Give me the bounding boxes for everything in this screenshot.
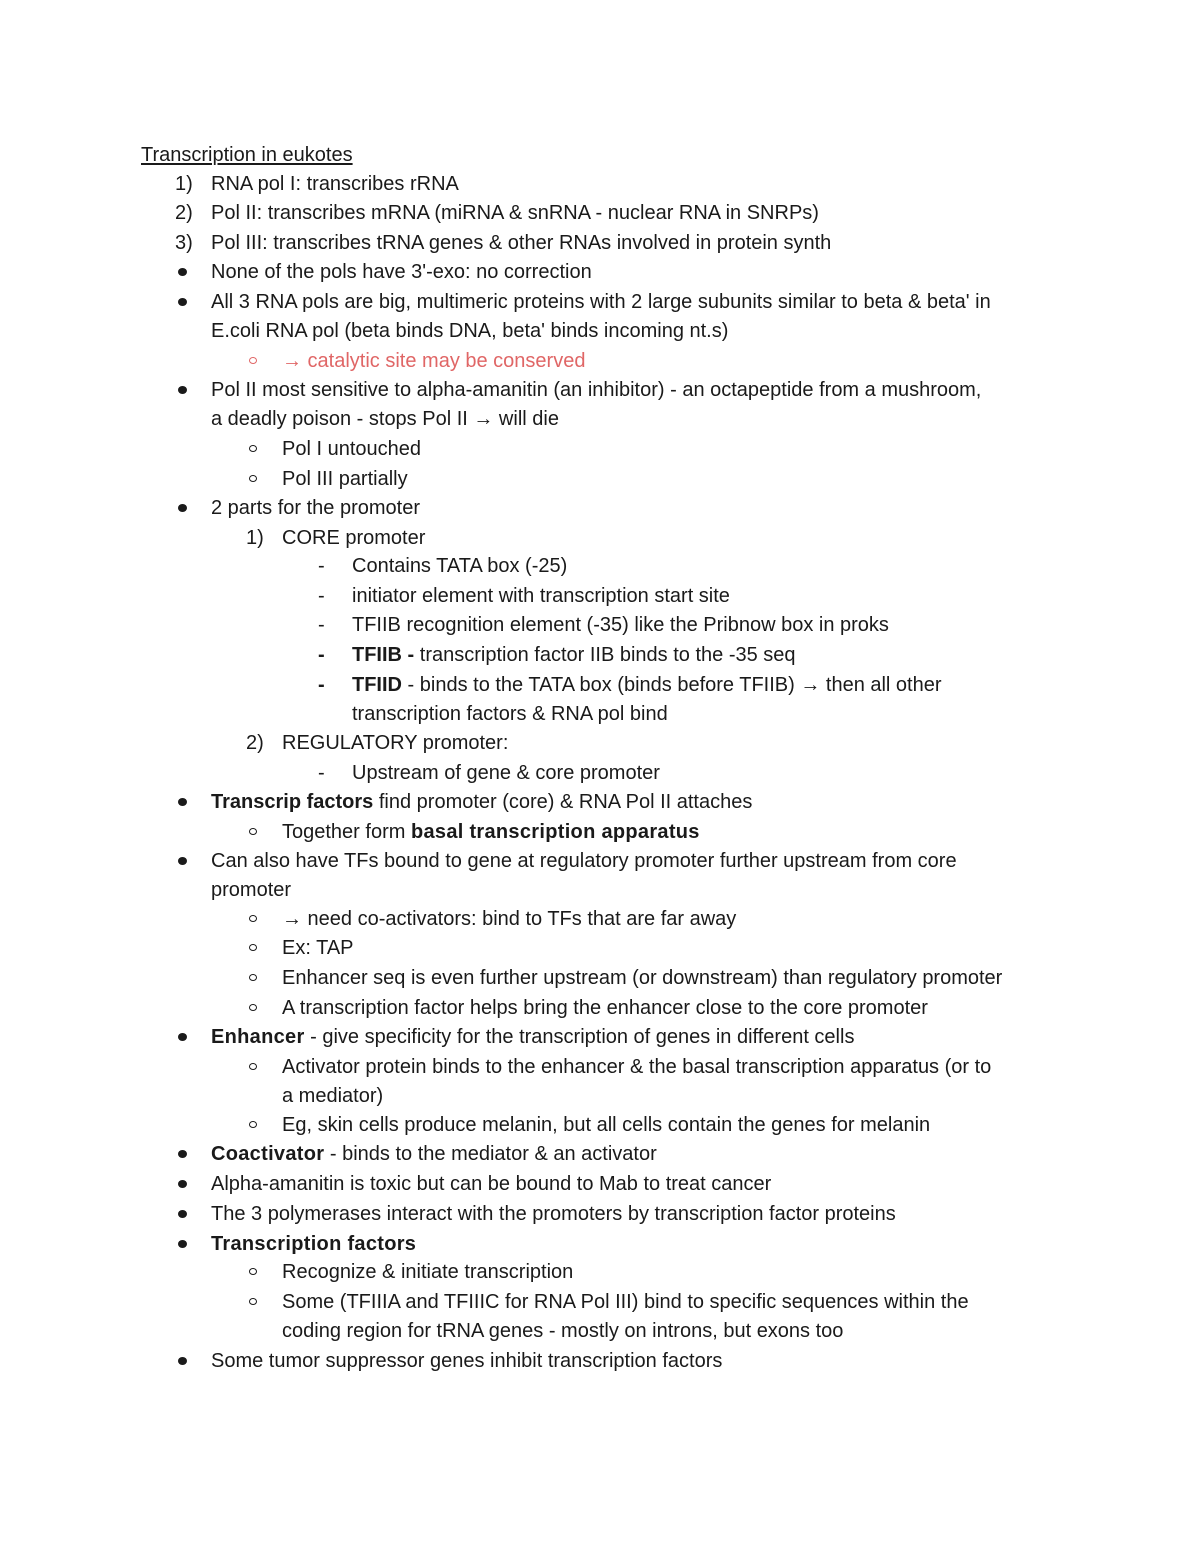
list-item: Pol III: transcribes tRNA genes & other RNAs involved in protein synth (211, 232, 832, 254)
term-bold: Enhancer (211, 1026, 305, 1048)
term-bold: Transcription factors (211, 1233, 417, 1255)
sub-sub-item (352, 671, 942, 701)
term-bold: Transcrip factors (211, 791, 374, 813)
sub-item: Some (TFIIIA and TFIIIC for RNA Pol III) bind to specific sequences within the (282, 1291, 969, 1313)
bullet-icon (178, 298, 187, 306)
list-item: RNA pol I: transcribes rRNA (211, 173, 459, 195)
bullet-icon (178, 1180, 187, 1188)
list-item-continuation: a deadly poison - stops Pol II → will die (211, 408, 559, 430)
list-item: The 3 polymerases interact with the promoters by transcription factor proteins (211, 1203, 896, 1225)
sub-item: REGULATORY promoter: (282, 732, 509, 754)
term-definition: - binds to the TATA box (binds before TFIIB) → then all other (402, 674, 942, 696)
list-item (211, 1023, 854, 1053)
circle-bullet-icon (249, 944, 257, 951)
circle-bullet-icon (249, 1268, 257, 1275)
dash-bullet: - (318, 762, 325, 784)
list-item: Pol II most sensitive to alpha-amanitin (an inhibitor) - an octapeptide from a mushroom, (211, 379, 982, 401)
sub-item: CORE promoter (282, 527, 426, 549)
list-item-continuation: promoter (211, 879, 292, 901)
list-item (211, 788, 752, 818)
list-item (211, 1230, 416, 1260)
list-item: 2 parts for the promoter (211, 497, 420, 519)
sub-item: Ex: TAP (282, 937, 354, 959)
sub-item: Activator protein binds to the enhancer & the basal transcription apparatus (or to (282, 1056, 992, 1078)
sub-item: A transcription factor helps bring the enhancer close to the core promoter (282, 997, 928, 1019)
bullet-icon (178, 1150, 187, 1158)
list-item: None of the pols have 3'-exo: no correction (211, 261, 592, 283)
list-item: Alpha-amanitin is toxic but can be bound to Mab to treat cancer (211, 1173, 772, 1195)
term-bold: TFIIB - (352, 644, 415, 666)
sub-item-text: Together form (282, 821, 411, 843)
sub-item: Recognize & initiate transcription (282, 1261, 574, 1283)
list-number: 3) (175, 232, 193, 254)
term-definition: find promoter (core) & RNA Pol II attaches (373, 791, 753, 813)
bullet-icon (178, 798, 187, 806)
list-number: 2) (175, 202, 193, 224)
sub-sub-item (352, 641, 796, 671)
bullet-icon (178, 1210, 187, 1218)
sub-item: → need co-activators: bind to TFs that are far away (282, 908, 737, 930)
circle-bullet-icon (249, 915, 257, 922)
sub-item-continuation: a mediator) (282, 1085, 384, 1107)
list-number: 1) (246, 527, 264, 549)
sub-item: Eg, skin cells produce melanin, but all cells contain the genes for melanin (282, 1114, 931, 1136)
sub-item-continuation: coding region for tRNA genes - mostly on introns, but exons too (282, 1320, 844, 1342)
bullet-icon (178, 504, 187, 512)
circle-bullet-icon (249, 828, 257, 835)
bullet-icon (178, 857, 187, 865)
bullet-icon (178, 268, 187, 276)
list-item (211, 1140, 657, 1170)
term-bold: basal transcription apparatus (410, 821, 700, 843)
circle-bullet-icon (249, 475, 257, 482)
dash-bullet: - (318, 644, 325, 666)
sub-item (282, 818, 700, 848)
dash-bullet: - (318, 674, 325, 696)
list-number: 2) (246, 732, 264, 754)
sub-item: Pol I untouched (282, 438, 421, 460)
page-title: Transcription in eukotes (141, 144, 353, 166)
circle-bullet-icon (249, 1298, 257, 1305)
list-item: Pol II: transcribes mRNA (miRNA & snRNA - nuclear RNA in SNRPs) (211, 202, 819, 224)
sub-item-highlight: → catalytic site may be conserved (282, 350, 586, 372)
term-bold: TFIID (352, 674, 402, 696)
sub-item: Enhancer seq is even further upstream (or downstream) than regulatory promoter (282, 967, 1003, 989)
sub-sub-item-continuation: transcription factors & RNA pol bind (352, 703, 668, 725)
sub-sub-item: Contains TATA box (-25) (352, 555, 568, 577)
sub-item: Pol III partially (282, 468, 408, 490)
term-definition: - give specificity for the transcription of genes in different cells (304, 1026, 855, 1048)
circle-bullet-icon (249, 1121, 257, 1128)
list-item-continuation: E.coli RNA pol (beta binds DNA, beta' binds incoming nt.s) (211, 320, 729, 342)
list-item: Can also have TFs bound to gene at regulatory promoter further upstream from core (211, 850, 957, 872)
bullet-icon (178, 1357, 187, 1365)
term-bold: Coactivator (211, 1143, 325, 1165)
bullet-icon (178, 1240, 187, 1248)
circle-bullet-icon (249, 1063, 257, 1070)
list-number: 1) (175, 173, 193, 195)
dash-bullet: - (318, 614, 325, 636)
sub-sub-item: TFIIB recognition element (-35) like the Pribnow box in proks (352, 614, 889, 636)
sub-sub-item: initiator element with transcription start site (352, 585, 730, 607)
bullet-icon (178, 386, 187, 394)
dash-bullet: - (318, 585, 325, 607)
circle-bullet-icon (249, 1004, 257, 1011)
list-item: Some tumor suppressor genes inhibit transcription factors (211, 1350, 723, 1372)
circle-bullet-icon (249, 445, 257, 452)
dash-bullet: - (318, 555, 325, 577)
circle-bullet-icon (249, 357, 257, 364)
term-definition: - binds to the mediator & an activator (324, 1143, 657, 1165)
sub-sub-item: Upstream of gene & core promoter (352, 762, 660, 784)
list-item: All 3 RNA pols are big, multimeric proteins with 2 large subunits similar to beta & beta' in (211, 291, 991, 313)
bullet-icon (178, 1033, 187, 1041)
circle-bullet-icon (249, 974, 257, 981)
term-definition: transcription factor IIB binds to the -35 seq (414, 644, 796, 666)
